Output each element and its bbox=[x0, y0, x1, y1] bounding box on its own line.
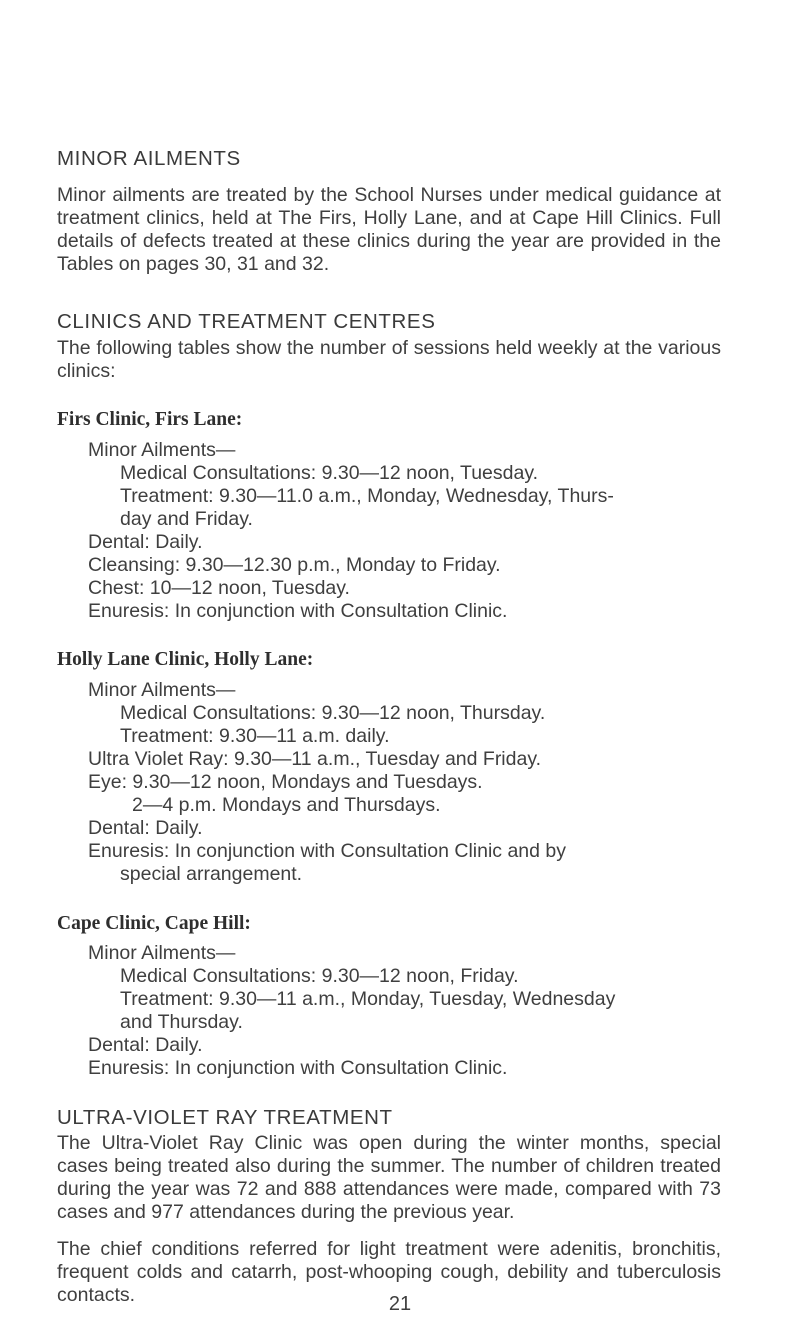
clinic-heading-holly-lane: Holly Lane Clinic, Holly Lane: bbox=[57, 649, 314, 670]
clinic-heading-cape: Cape Clinic, Cape Hill: bbox=[57, 913, 251, 934]
holly-medical-consultations: Medical Consultations: 9.30—12 noon, Thursday. bbox=[120, 702, 546, 724]
firs-medical-consultations: Medical Consultations: 9.30—12 noon, Tuesday. bbox=[120, 462, 539, 484]
paragraph-minor-ailments: Minor ailments are treated by the School Nurses under medical guidance at treatment clinics, held at The Firs, Holly Lane, and at Cape Hill Clinics. Full details of defects treated at these clinics during the year are provided in the Tables on pages 30, 31 and 32. bbox=[57, 184, 721, 275]
paragraph-clinics: The following tables show the number of sessions held weekly at the various clinics: bbox=[57, 337, 721, 382]
holly-enuresis-cont: special arrangement. bbox=[120, 863, 303, 885]
holly-dental: Dental: Daily. bbox=[88, 817, 203, 839]
cape-minor-ailments: Minor Ailments— bbox=[88, 942, 236, 964]
firs-minor-ailments: Minor Ailments— bbox=[88, 439, 236, 461]
paragraph-ultra-violet-1: The Ultra-Violet Ray Clinic was open during the winter months, special cases being treated also during the summer. The number of children treated during the year was 72 and 888 attendances were made, compared with 73 cases and 977 attendances during the previous year. bbox=[57, 1132, 721, 1223]
holly-eye-cont: 2—4 p.m. Mondays and Thursdays. bbox=[132, 794, 441, 816]
section-heading-minor-ailments: MINOR AILMENTS bbox=[57, 147, 241, 170]
clinic-heading-firs: Firs Clinic, Firs Lane: bbox=[57, 409, 243, 430]
firs-treatment: Treatment: 9.30—11.0 a.m., Monday, Wednesday, Thurs- bbox=[120, 485, 614, 507]
holly-enuresis: Enuresis: In conjunction with Consultation Clinic and by bbox=[88, 840, 567, 862]
holly-treatment: Treatment: 9.30—11 a.m. daily. bbox=[120, 725, 390, 747]
cape-dental: Dental: Daily. bbox=[88, 1034, 203, 1056]
paragraph-ultra-violet-2: The chief conditions referred for light treatment were adenitis, bronchitis, frequent colds and catarrh, post-whooping cough, debility and tuberculosis contacts. bbox=[57, 1238, 721, 1306]
cape-enuresis: Enuresis: In conjunction with Consultation Clinic. bbox=[88, 1057, 508, 1079]
holly-ultra-violet: Ultra Violet Ray: 9.30—11 a.m., Tuesday and Friday. bbox=[88, 748, 542, 770]
firs-treatment-cont: day and Friday. bbox=[120, 508, 253, 530]
holly-eye: Eye: 9.30—12 noon, Mondays and Tuesdays. bbox=[88, 771, 483, 793]
firs-chest: Chest: 10—12 noon, Tuesday. bbox=[88, 577, 350, 599]
cape-treatment-cont: and Thursday. bbox=[120, 1011, 243, 1033]
cape-treatment: Treatment: 9.30—11 a.m., Monday, Tuesday, Wednesday bbox=[120, 988, 616, 1010]
section-heading-clinics: CLINICS AND TREATMENT CENTRES bbox=[57, 310, 436, 333]
holly-minor-ailments: Minor Ailments— bbox=[88, 679, 236, 701]
firs-enuresis: Enuresis: In conjunction with Consultation Clinic. bbox=[88, 600, 508, 622]
page-number: 21 bbox=[388, 1293, 412, 1315]
firs-cleansing: Cleansing: 9.30—12.30 p.m., Monday to Friday. bbox=[88, 554, 501, 576]
firs-dental: Dental: Daily. bbox=[88, 531, 203, 553]
cape-medical-consultations: Medical Consultations: 9.30—12 noon, Friday. bbox=[120, 965, 519, 987]
section-heading-ultra-violet: ULTRA-VIOLET RAY TREATMENT bbox=[57, 1106, 393, 1129]
